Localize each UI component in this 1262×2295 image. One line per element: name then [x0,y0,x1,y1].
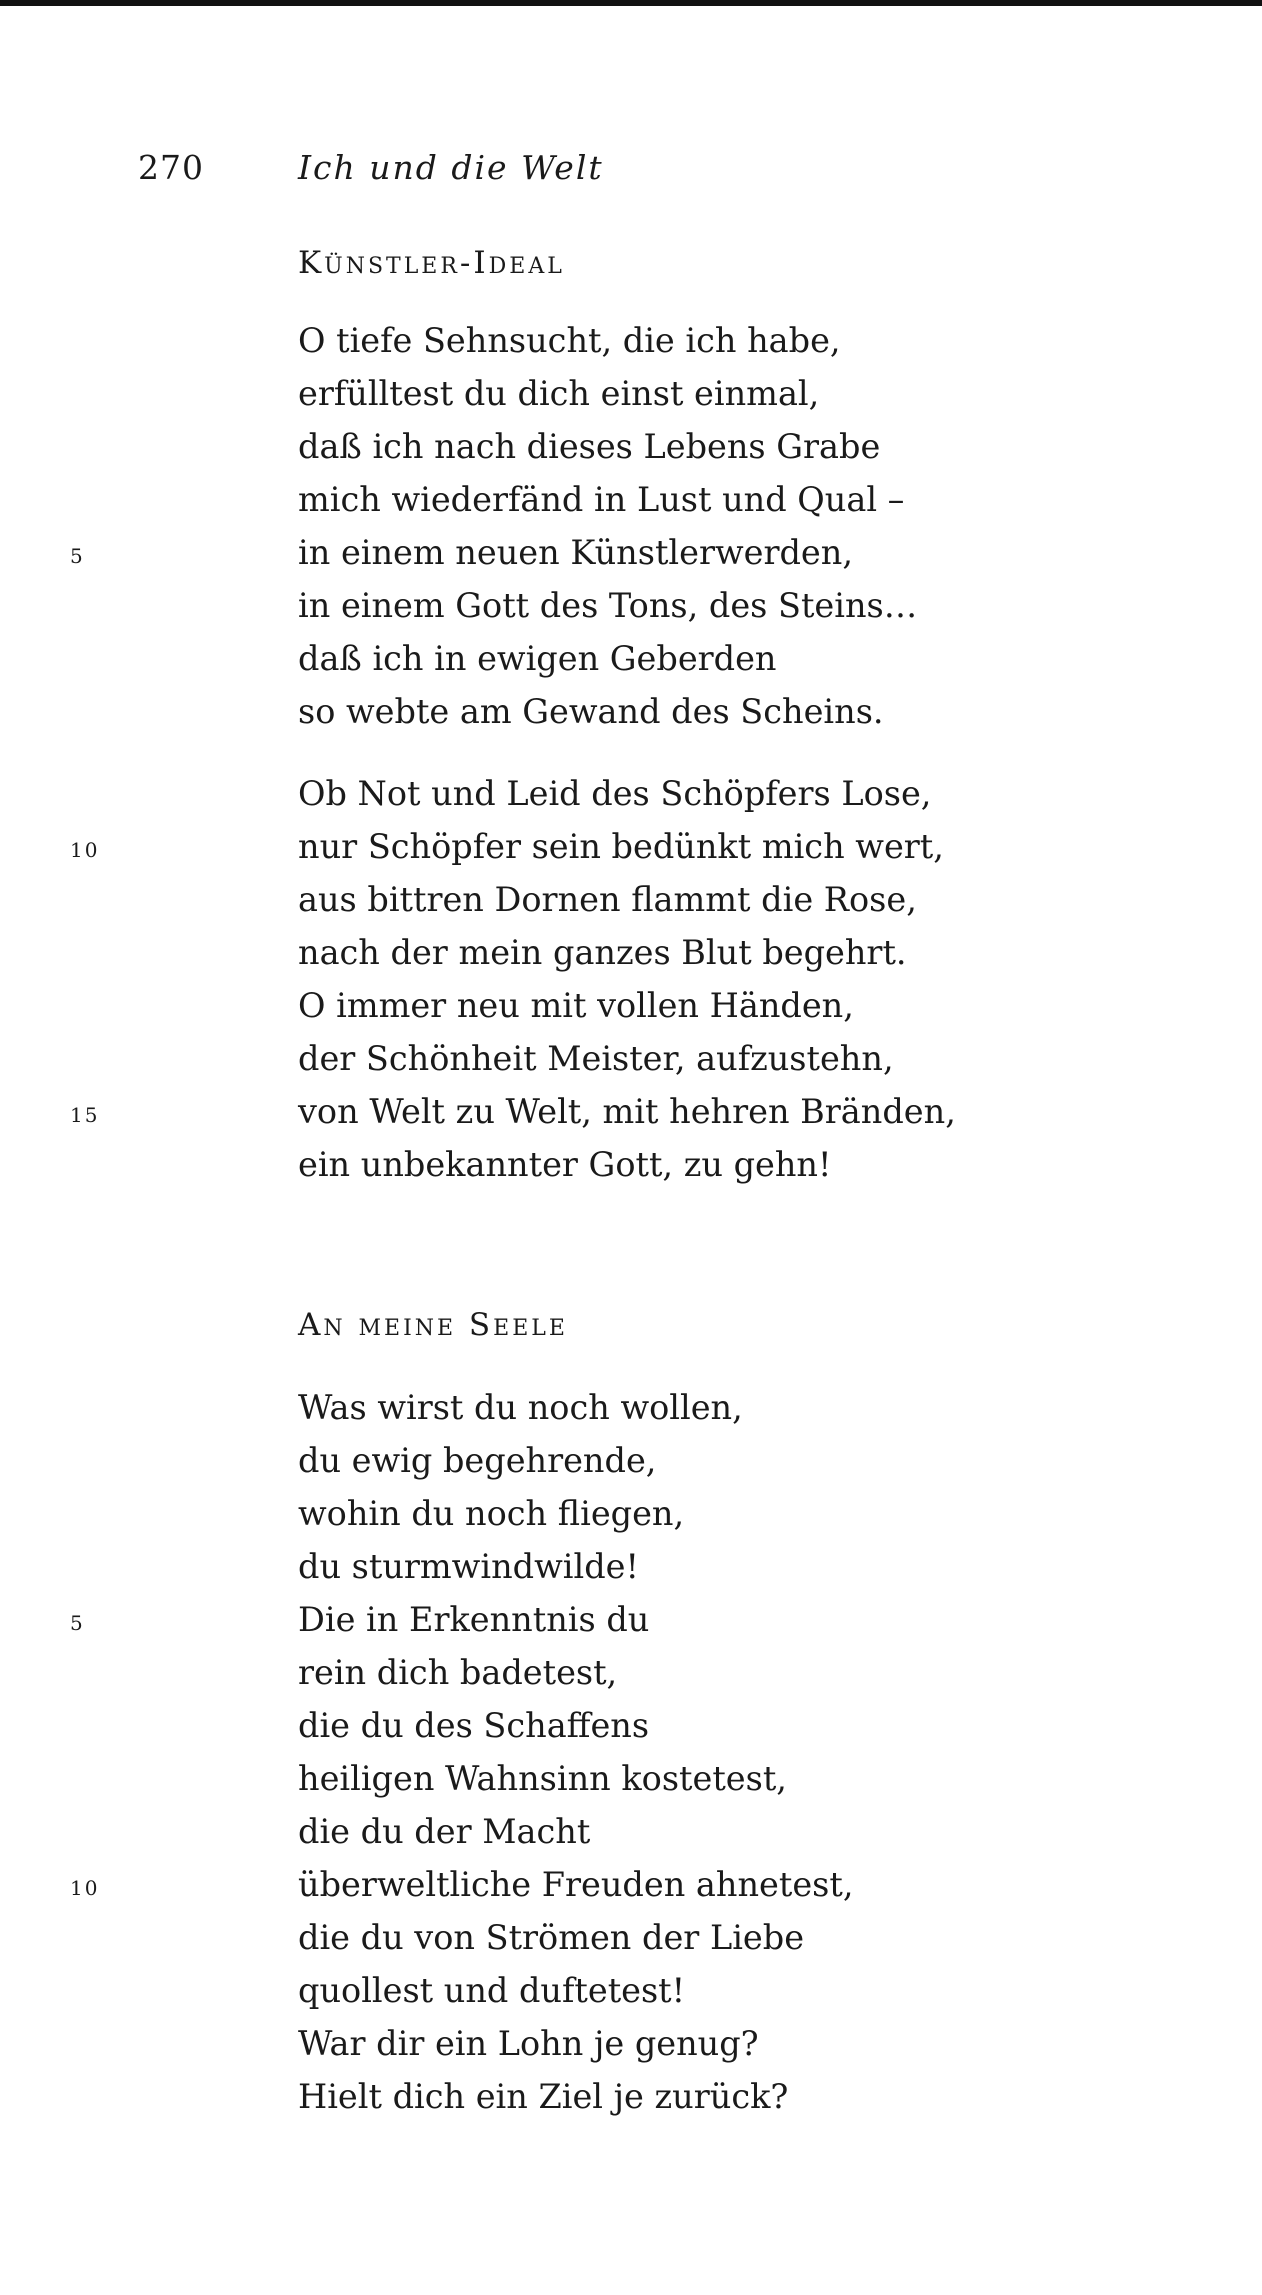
verse-line [298,473,917,526]
verse-line [298,1752,853,1805]
verse-text: nach der mein ganzes Blut begehrt. [298,933,907,972]
verse-line [298,2070,853,2123]
verse-text: wohin du noch fliegen, [298,1494,685,1533]
verse-text: in einem Gott des Tons, des Steins… [298,586,918,625]
poem2-stanza-1 [70,1381,854,2123]
verse-text: du sturmwindwilde! [298,1547,639,1586]
verse-text: War dir ein Lohn je genug? [298,2024,759,2063]
poem-title-an-meine-seele: An meine Seele [298,1307,568,1343]
verse-text: O immer neu mit vollen Händen, [298,986,854,1025]
verse-text: quollest und duftetest! [298,1971,686,2010]
verse-line [70,1085,956,1138]
verse-line [298,1487,853,1540]
verse-line [298,2017,853,2070]
line-number: 15 [70,1103,100,1127]
verse-text: Hielt dich ein Ziel je zurück? [298,2077,789,2116]
verse-text: überweltliche Freuden ahnetest, [298,1865,854,1904]
verse-line [298,1434,853,1487]
verse-line [298,579,917,632]
verse-line [298,979,956,1032]
verse-line [298,1964,853,2017]
verse-text: die du von Strömen der Liebe [298,1918,805,1957]
verse-text: die du des Schaffens [298,1706,650,1745]
verse-line [298,314,917,367]
poem1-stanza-2 [70,767,956,1191]
verse-text: mich wiederfänd in Lust und Qual – [298,480,905,519]
verse-text: in einem neuen Künstlerwerden, [298,533,853,572]
verse-line [298,1699,853,1752]
verse-text: Die in Erkenntnis du [298,1600,650,1639]
verse-line [70,526,917,579]
poem-title-kuenstler-ideal: Künstler-Ideal [298,245,565,281]
top-border-rule [0,0,1262,6]
verse-text: daß ich in ewigen Geberden [298,639,777,678]
verse-text: ein unbekannter Gott, zu gehn! [298,1145,832,1184]
verse-line [70,820,956,873]
verse-line [298,767,956,820]
page-number: 270 [138,148,204,187]
verse-line [298,1911,853,1964]
verse-text: O tiefe Sehnsucht, die ich habe, [298,321,841,360]
verse-text: von Welt zu Welt, mit hehren Bränden, [298,1092,956,1131]
verse-text: der Schönheit Meister, aufzustehn, [298,1039,894,1078]
verse-text: heiligen Wahnsinn kostetest, [298,1759,787,1798]
verse-text: erfülltest du dich einst einmal, [298,374,820,413]
verse-line [298,1540,853,1593]
verse-line [298,367,917,420]
verse-line [298,1805,853,1858]
line-number: 5 [70,1611,85,1635]
poem1-stanza-1 [70,314,918,738]
verse-line [70,1858,854,1911]
verse-text: nur Schöpfer sein bedünkt mich wert, [298,827,944,866]
verse-line [298,873,956,926]
verse-text: aus bittren Dornen flammt die Rose, [298,880,917,919]
verse-text: rein dich badetest, [298,1653,618,1692]
verse-line [70,1593,853,1646]
verse-line [298,1032,956,1085]
line-number: 5 [70,544,85,568]
verse-text: du ewig begehrende, [298,1441,657,1480]
verse-line [298,632,917,685]
verse-text: daß ich nach dieses Lebens Grabe [298,427,881,466]
running-head: Ich und die Welt [298,148,604,187]
line-number: 10 [70,1876,100,1900]
verse-text: Ob Not und Leid des Schöpfers Lose, [298,774,932,813]
verse-line [298,1646,853,1699]
verse-line [298,926,956,979]
verse-text: so webte am Gewand des Scheins. [298,692,884,731]
line-number: 10 [70,838,100,862]
verse-line [298,1381,853,1434]
verse-line [298,1138,956,1191]
verse-line [298,420,917,473]
verse-line [298,685,917,738]
verse-text: die du der Macht [298,1812,591,1851]
verse-text: Was wirst du noch wollen, [298,1388,743,1427]
